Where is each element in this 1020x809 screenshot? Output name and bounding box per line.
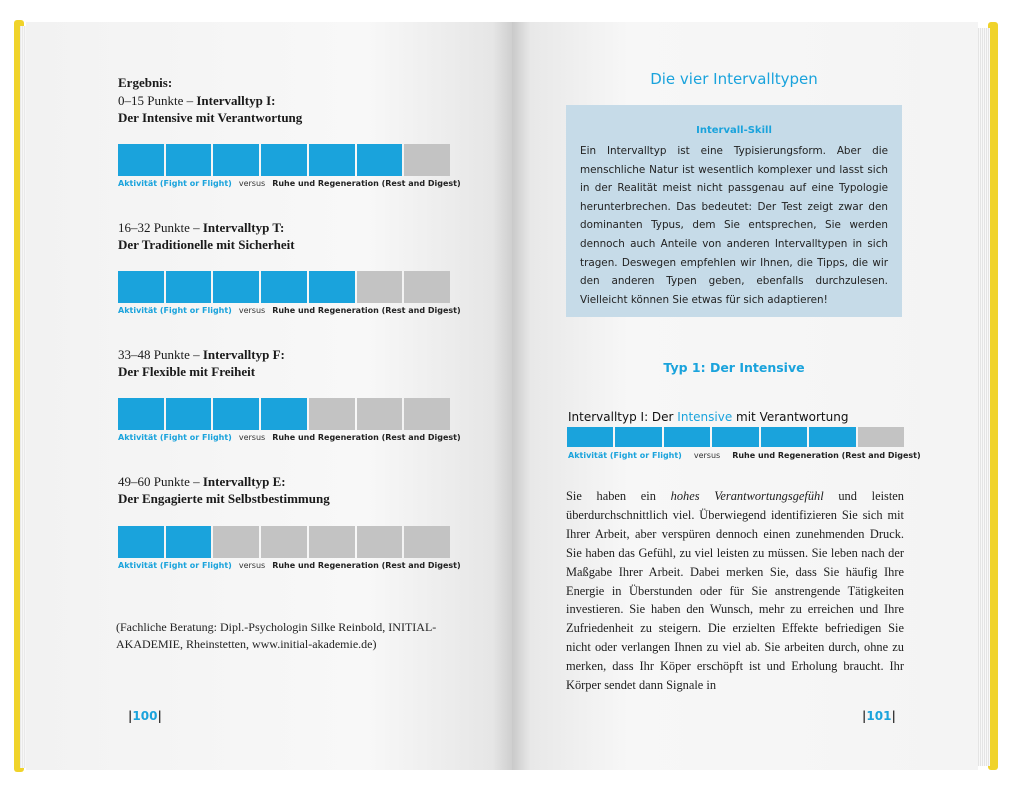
- scale-caption-1: [118, 179, 461, 188]
- bar-segment-rest: [858, 427, 904, 447]
- bar-segment-rest: [309, 526, 355, 558]
- scale-bar-1: [118, 144, 450, 176]
- bar-segment-activity: [213, 398, 259, 430]
- bar-segment-activity: [261, 398, 307, 430]
- caption-rest: Ruhe und Regeneration (Rest and Digest): [272, 561, 461, 570]
- left-page: [26, 22, 512, 770]
- bar-segment-activity: [309, 144, 355, 176]
- bar-segment-activity: [118, 271, 164, 303]
- skill-box-title: Intervall-Skill: [696, 125, 772, 136]
- result-2-name: Der Traditionelle mit Sicherheit: [118, 237, 295, 252]
- scale-caption-4: [118, 561, 461, 570]
- caption-versus: versus: [238, 179, 266, 188]
- result-3-range-line: 33–48 Punkte – Intervalltyp F:: [118, 347, 285, 362]
- bar-segment-rest: [404, 144, 450, 176]
- result-1-name: Der Intensive mit Verantwortung: [118, 110, 303, 125]
- bar-segment-activity: [261, 271, 307, 303]
- result-4: [118, 473, 330, 507]
- body-paragraph: Sie haben ein hohes Verantwortungsgefühl und leisten überdurchschnittlich viel. Überwiegend identifizieren Sie sich mit Ihrer Arbeit, aber verspüren dennoch einen zunehmenden Druck. Sie haben das Gefühl, zu viel leisten zu müssen. Sie leben nach der Maßgabe Ihrer Arbeit. Dabei merken Sie, dass Sie häufig Ihre Energie in Überstunden oder für Sie anstrengende Tätigkeiten investieren. Sie haben den Wunsch, mehr zu erreichen und Ihre Zufriedenheit zu steigern. Die erzielten Effekte befriedigen Sie nicht oder verlangen Ihnen zu viel ab. Sie arbeiten durch, ohne zu merken, dass Ihr Köper erschöpft ist und Erholung braucht. Ihr Körper sendet dann Signale in: [566, 489, 904, 693]
- bar-segment-activity: [118, 398, 164, 430]
- caption-activity: Aktivität (Fight or Flight): [568, 451, 682, 460]
- scale-bar-4: [118, 526, 450, 558]
- bar-segment-activity: [118, 526, 164, 558]
- bar-segment-activity: [213, 144, 259, 176]
- caption-activity: Aktivität (Fight or Flight): [118, 433, 232, 442]
- bar-segment-rest: [357, 271, 403, 303]
- bar-segment-rest: [309, 398, 355, 430]
- caption-rest: Ruhe und Regeneration (Rest and Digest): [732, 451, 921, 460]
- intervall-skill-box: [566, 105, 902, 317]
- page-number-right: |101|: [862, 709, 896, 723]
- bar-segment-rest: [404, 271, 450, 303]
- bar-segment-activity: [809, 427, 855, 447]
- result-1: [118, 92, 302, 126]
- caption-versus: versus: [238, 306, 266, 315]
- scale-bar-2: [118, 271, 450, 303]
- result-1-range-line: 0–15 Punkte – Intervalltyp I:: [118, 93, 276, 108]
- scale-caption-2: [118, 306, 461, 315]
- bar-segment-activity: [761, 427, 807, 447]
- bar-segment-activity: [166, 526, 212, 558]
- caption-rest: Ruhe und Regeneration (Rest and Digest): [272, 179, 461, 188]
- caption-versus: versus: [693, 451, 721, 460]
- page-number-left: |100|: [128, 709, 162, 723]
- bar-segment-activity: [664, 427, 710, 447]
- bar-segment-activity: [615, 427, 661, 447]
- result-4-range-line: 49–60 Punkte – Intervalltyp E:: [118, 474, 286, 489]
- result-2-range-line: 16–32 Punkte – Intervalltyp T:: [118, 220, 285, 235]
- bar-segment-rest: [404, 398, 450, 430]
- caption-versus: versus: [238, 433, 266, 442]
- bar-segment-rest: [213, 526, 259, 558]
- page-stack-right: [976, 28, 990, 766]
- bar-segment-activity: [166, 271, 212, 303]
- scale-caption-right: [568, 451, 921, 460]
- bar-segment-activity: [712, 427, 758, 447]
- caption-activity: Aktivität (Fight or Flight): [118, 306, 232, 315]
- bar-segment-activity: [357, 144, 403, 176]
- result-heading: Ergebnis:: [118, 75, 173, 90]
- type-heading: Typ 1: Der Intensive: [663, 360, 805, 375]
- result-2: [118, 219, 295, 253]
- bar-segment-activity: [309, 271, 355, 303]
- bar-segment-activity: [118, 144, 164, 176]
- bar-segment-activity: [213, 271, 259, 303]
- bar-segment-rest: [357, 526, 403, 558]
- skill-box-text: Ein Intervalltyp ist eine Typisierungsform. Aber die menschliche Natur ist wesentlich komplexer und lasst sich in der Realität meist nicht passgenau auf eine Typologie herunterbrechen. Das bedeutet: Der Test zeigt zwar den dominanten Typus, dem Sie entsprechen, Sie werden dennoch auch Anteile von anderen Intervalltypen in sich tragen. Deswegen empfehlen wir Ihnen, die Tipps, die wir den anderen Typen geben, ebenfalls durchzulesen. Vielleicht können Sie etwas für sich adaptieren!: [580, 145, 888, 306]
- result-4-name: Der Engagierte mit Selbstbestimmung: [118, 491, 330, 506]
- scale-bar-right: [567, 427, 904, 447]
- result-3: [118, 346, 285, 380]
- bar-segment-rest: [357, 398, 403, 430]
- bar-segment-rest: [404, 526, 450, 558]
- chapter-title: Die vier Intervalltypen: [650, 70, 818, 88]
- bar-segment-activity: [567, 427, 613, 447]
- caption-versus: versus: [238, 561, 266, 570]
- result-3-name: Der Flexible mit Freiheit: [118, 364, 256, 379]
- bar-segment-activity: [166, 398, 212, 430]
- bar-segment-activity: [166, 144, 212, 176]
- bar-segment-activity: [261, 144, 307, 176]
- caption-rest: Ruhe und Regeneration (Rest and Digest): [272, 433, 461, 442]
- footnote: (Fachliche Beratung: Dipl.-Psychologin Silke Reinbold, INITIAL-AKADEMIE, Rheinstetten, www.initial-akademie.de): [116, 620, 437, 651]
- caption-activity: Aktivität (Fight or Flight): [118, 561, 232, 570]
- caption-rest: Ruhe und Regeneration (Rest and Digest): [272, 306, 461, 315]
- bar-segment-rest: [261, 526, 307, 558]
- type-line: Intervalltyp I: Der Intensive mit Verantwortung: [568, 410, 849, 424]
- scale-bar-3: [118, 398, 450, 430]
- scale-caption-3: [118, 433, 461, 442]
- caption-activity: Aktivität (Fight or Flight): [118, 179, 232, 188]
